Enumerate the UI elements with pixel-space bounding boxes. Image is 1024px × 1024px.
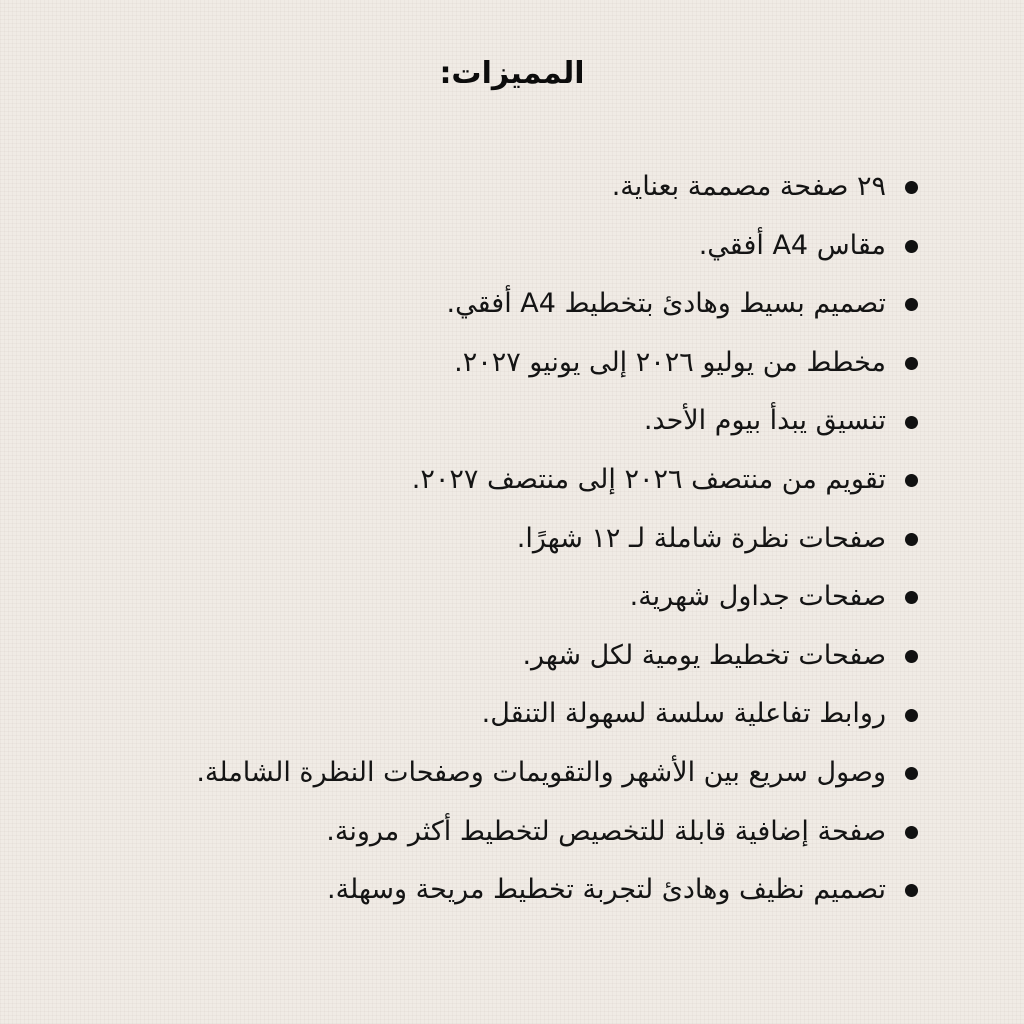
feature-item [120,510,920,569]
features-title: المميزات: [439,56,585,91]
feature-item [120,392,920,451]
feature-item [120,158,920,217]
feature-item [120,627,920,686]
feature-text: صفحات نظرة شاملة لـ ١٢ شهرًا. [516,522,886,554]
feature-text: صفحات تخطيط يومية لكل شهر. [522,639,886,671]
feature-item [120,861,920,920]
feature-text: وصول سريع بين الأشهر والتقويمات وصفحات النظرة الشاملة. [196,756,886,788]
bullet-icon [905,474,918,487]
bullet-icon [905,357,918,370]
feature-text: تصميم بسيط وهادئ بتخطيط A4 أفقي. [446,288,886,320]
features-list [120,158,920,920]
feature-text: تصميم نظيف وهادئ لتجربة تخطيط مريحة وسهلة. [326,874,886,906]
feature-text: تنسيق يبدأ بيوم الأحد. [643,405,886,437]
feature-item [120,744,920,803]
feature-item [120,334,920,393]
bullet-icon [905,416,918,429]
feature-text: مقاس A4 أفقي. [698,229,886,261]
bullet-icon [905,298,918,311]
feature-text: صفحة إضافية قابلة للتخصيص لتخطيط أكثر مرونة. [326,815,886,847]
feature-text: صفحات جداول شهرية. [629,581,886,613]
feature-text: مخطط من يوليو ٢٠٢٦ إلى يونيو ٢٠٢٧. [454,346,886,378]
feature-text: روابط تفاعلية سلسة لسهولة التنقل. [481,698,886,730]
bullet-icon [905,826,918,839]
bullet-icon [905,767,918,780]
bullet-icon [905,240,918,253]
bullet-icon [905,709,918,722]
feature-item [120,217,920,276]
feature-item [120,685,920,744]
bullet-icon [905,181,918,194]
feature-item [120,568,920,627]
bullet-icon [905,650,918,663]
feature-item [120,451,920,510]
feature-item [120,275,920,334]
bullet-icon [905,533,918,546]
feature-text: تقويم من منتصف ٢٠٢٦ إلى منتصف ٢٠٢٧. [411,463,886,495]
bullet-icon [905,591,918,604]
bullet-icon [905,884,918,897]
feature-text: ٢٩ صفحة مصممة بعناية. [611,171,886,202]
feature-item [120,803,920,862]
